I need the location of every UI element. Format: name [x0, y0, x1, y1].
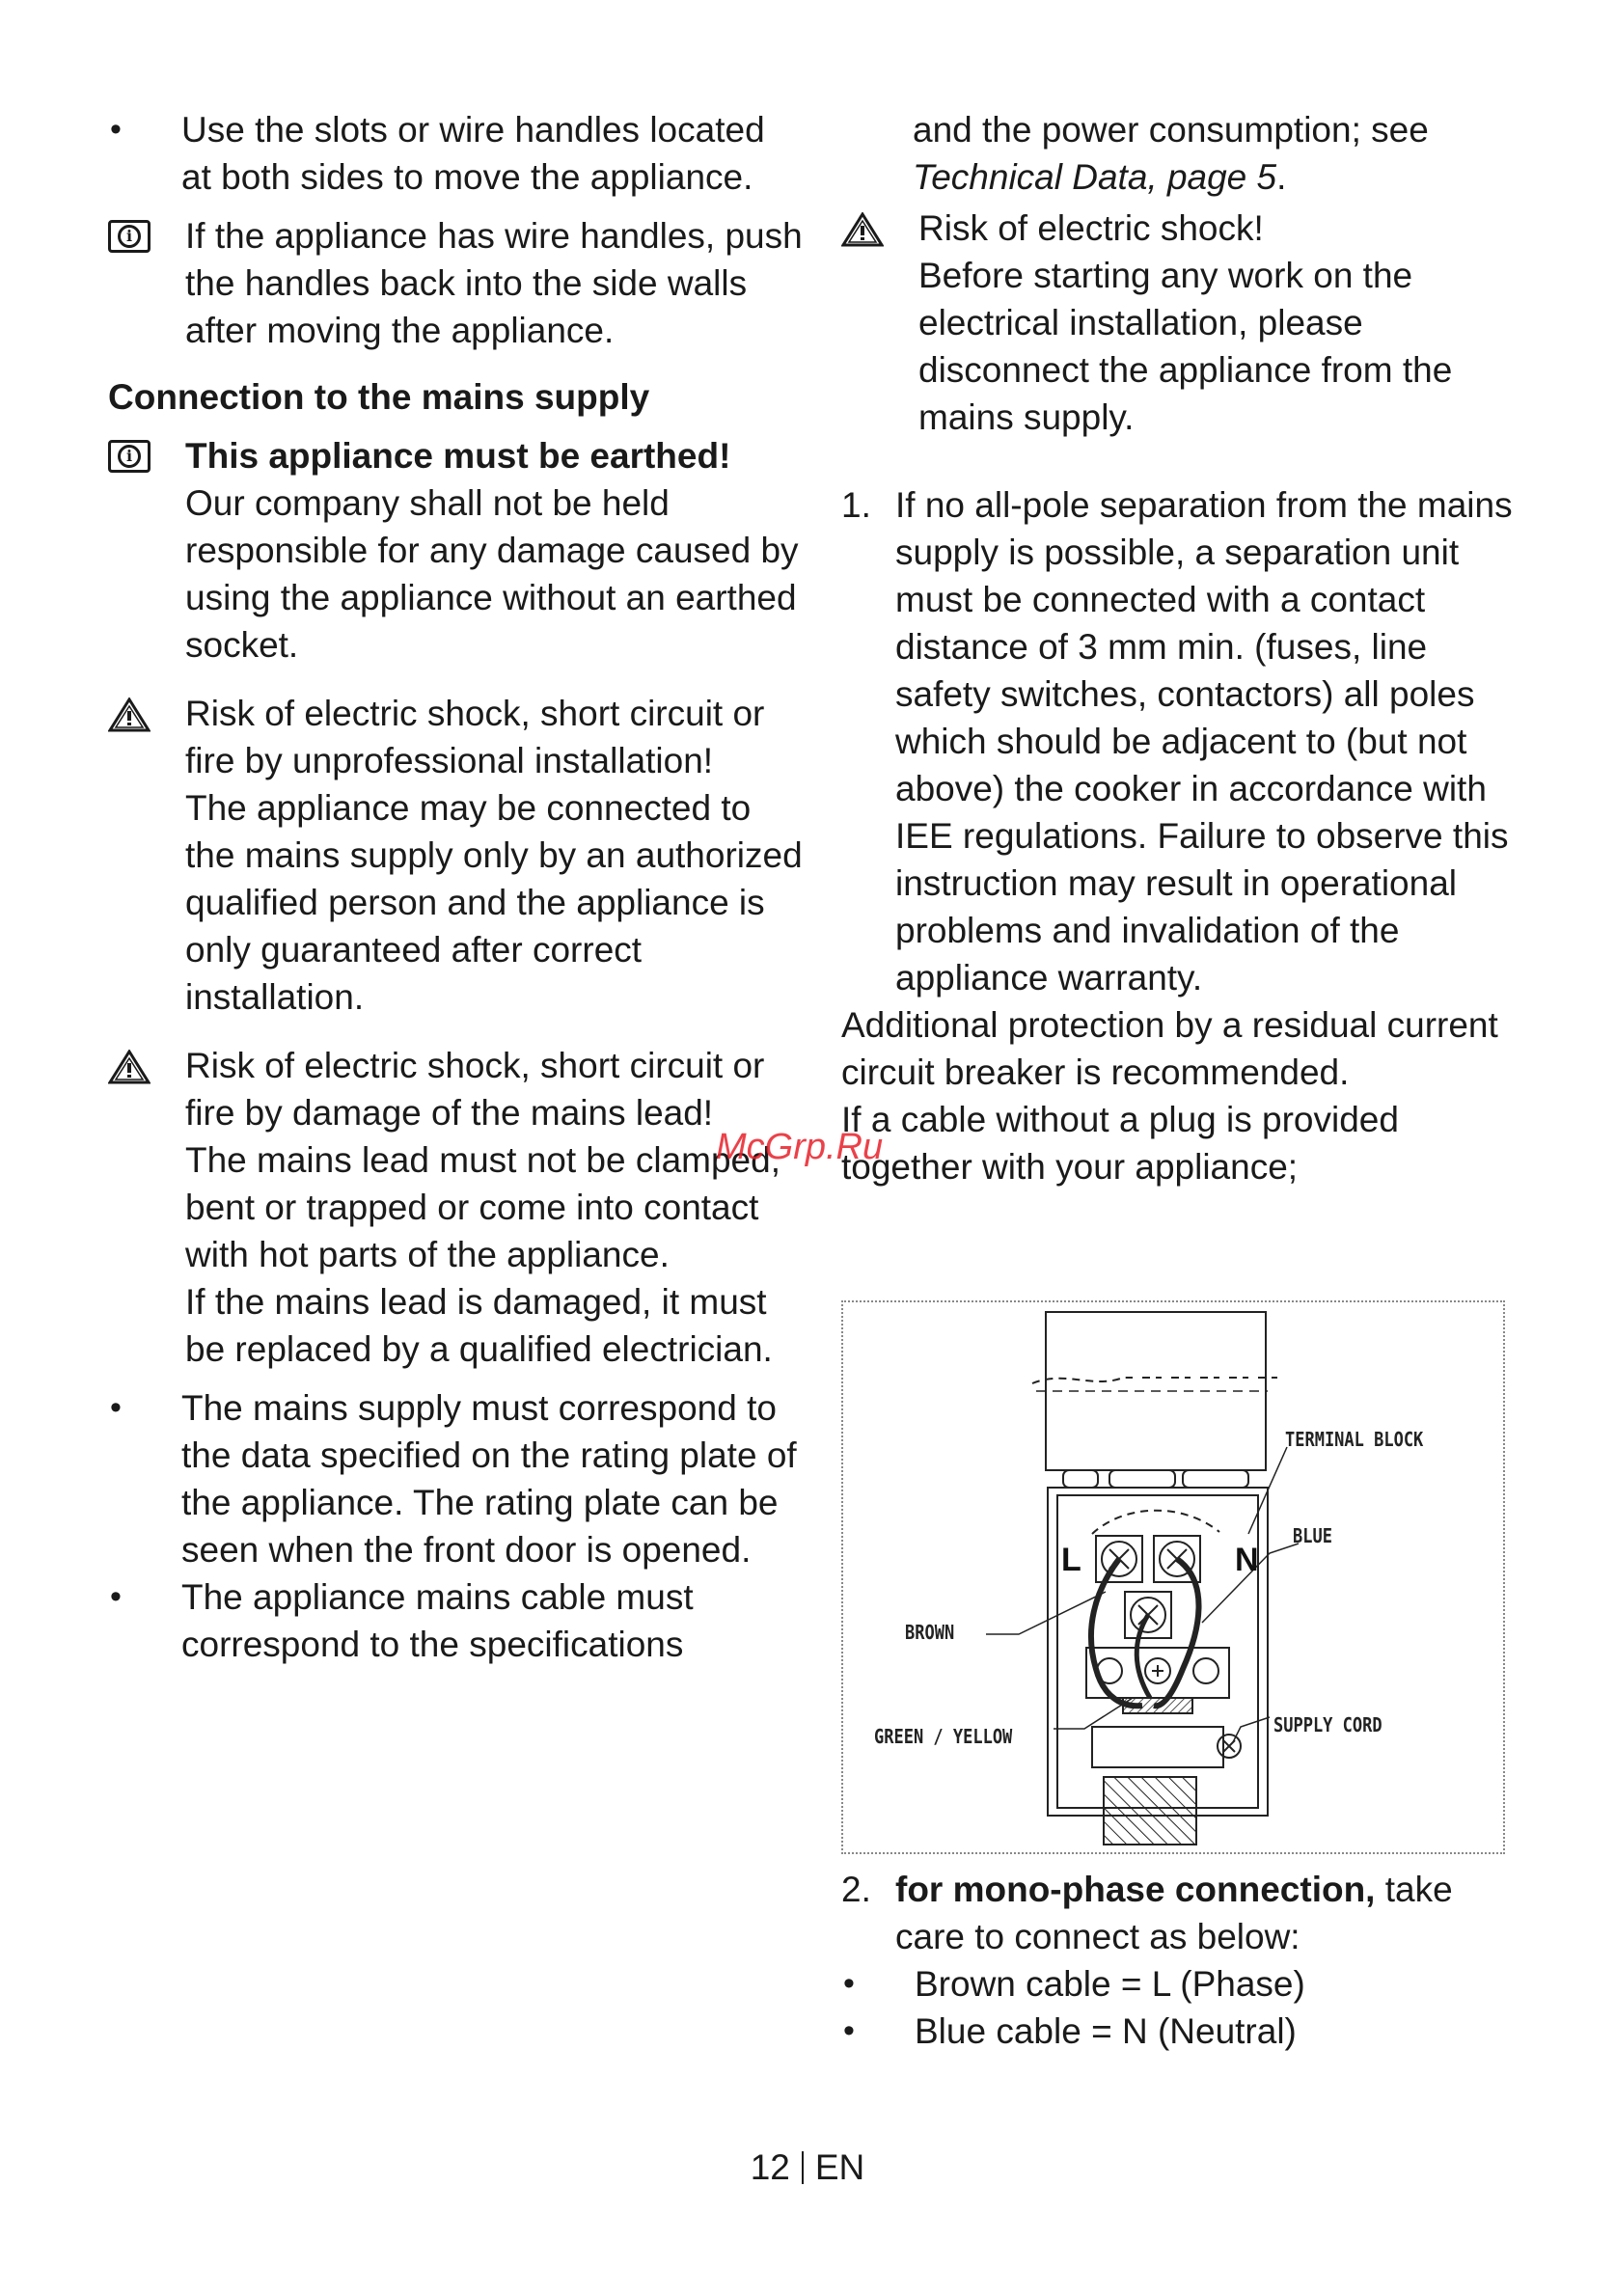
page-number: 12: [750, 2147, 790, 2187]
bullet-item: [108, 1384, 803, 1573]
right-column-lower: [841, 1866, 1517, 2055]
warning-text: If the mains lead is damaged, it must be replaced by a qualified electrician.: [185, 1282, 773, 1369]
info-note: [108, 432, 803, 669]
bullet-item: [841, 2008, 1517, 2055]
info-icon: i: [108, 212, 185, 253]
label-n: N: [1235, 1542, 1259, 1578]
item-text: If no all-pole separation from the mains supply is possible, a separation unit must be connected with a contact distance of 3 mm min. (fuses, line safety switches, contactors) all poles which should be adjacent to (but not above) the cooker in accordance with IEE regulations. Failure to observe this instruction may result in operational problems and invalidation of the appliance warranty.: [895, 485, 1513, 998]
warning-text: Risk of electric shock, short circuit or fire by unprofessional installation!: [185, 694, 765, 780]
label-supply-cord: SUPPLY CORD: [1273, 1713, 1382, 1736]
right-column: [841, 106, 1517, 1190]
item-text: take care to connect as below:: [895, 1870, 1453, 1956]
bullet-icon: •: [110, 1578, 122, 1615]
bullet-item: [108, 106, 803, 201]
period: .: [1276, 157, 1287, 197]
warning-text: Risk of electric shock!: [918, 208, 1264, 248]
label-brown: BROWN: [905, 1621, 955, 1644]
item-bold-text: for mono-phase connection,: [895, 1870, 1376, 1909]
wiring-diagram: [841, 1300, 1505, 1854]
page-footer: [0, 2147, 1615, 2188]
numbered-item: [841, 481, 1517, 1001]
bullet-icon: •: [843, 2012, 855, 2049]
language-code: EN: [814, 2147, 865, 2187]
warning-text: Before starting any work on the electrical installation, please disconnect the appliance from the mains supply.: [918, 256, 1453, 437]
bullet-icon: •: [110, 1389, 122, 1426]
diagram-drawing: [843, 1302, 1503, 1852]
section-heading: Connection to the mains supply: [108, 377, 650, 417]
continued-text: [841, 106, 1517, 201]
bullet-text: Blue cable = N (Neutral): [915, 2011, 1297, 2051]
info-note: [108, 212, 803, 354]
label-green-yellow: GREEN / YELLOW: [874, 1725, 1013, 1748]
bullet-text: Use the slots or wire handles located at both sides to move the appliance.: [181, 110, 765, 197]
bullet-item: [108, 1573, 803, 1668]
technical-data-reference: Technical Data, page 5: [913, 157, 1277, 197]
bullet-icon: •: [110, 111, 122, 148]
left-column: [108, 106, 803, 1668]
item-number: 2.: [841, 1870, 871, 1909]
bullet-text: The appliance mains cable must correspond to the specifications: [181, 1577, 694, 1664]
paragraph: If a cable without a plug is provided together with your appliance;: [841, 1100, 1399, 1187]
continued-sentence: and the power consumption; see: [913, 110, 1429, 150]
warning-note: [108, 690, 803, 1021]
bullet-icon: •: [843, 1965, 855, 2002]
info-icon: i: [108, 432, 185, 473]
label-blue: BLUE: [1293, 1524, 1332, 1547]
bullet-text: Brown cable = L (Phase): [915, 1964, 1305, 2004]
label-terminal-block: TERMINAL BLOCK: [1285, 1428, 1424, 1451]
warning-note: [841, 205, 1517, 441]
bullet-text: The mains supply must correspond to the data specified on the rating plate of the appliance. The rating plate can be seen when the front door is opened.: [181, 1388, 797, 1570]
warning-text: Risk of electric shock, short circuit or fire by damage of the mains lead!: [185, 1046, 765, 1133]
info-text: Our company shall not be held responsible for any damage caused by using the appliance without an earthed socket.: [185, 483, 799, 665]
bullet-item: [841, 1960, 1517, 2008]
warning-triangle-icon: [108, 1042, 185, 1084]
paragraph: Additional protection by a residual current circuit breaker is recommended.: [841, 1005, 1498, 1092]
warning-triangle-icon: [108, 690, 185, 732]
warning-text: The mains lead must not be clamped, bent or trapped or come into contact with hot parts of the appliance.: [185, 1140, 780, 1274]
numbered-item: [841, 1866, 1517, 1960]
info-text: If the appliance has wire handles, push the handles back into the side walls after moving the appliance.: [185, 216, 803, 350]
info-bold-text: This appliance must be earthed!: [185, 436, 731, 476]
warning-note: [108, 1042, 803, 1373]
watermark: McGrp.Ru: [716, 1127, 884, 1167]
item-number: 1.: [841, 485, 871, 525]
warning-text: The appliance may be connected to the mains supply only by an authorized qualified person and the appliance is only guaranteed after correct installation.: [185, 788, 803, 1017]
label-l: L: [1061, 1542, 1081, 1578]
warning-triangle-icon: [841, 205, 918, 247]
footer-separator: [802, 2151, 804, 2184]
